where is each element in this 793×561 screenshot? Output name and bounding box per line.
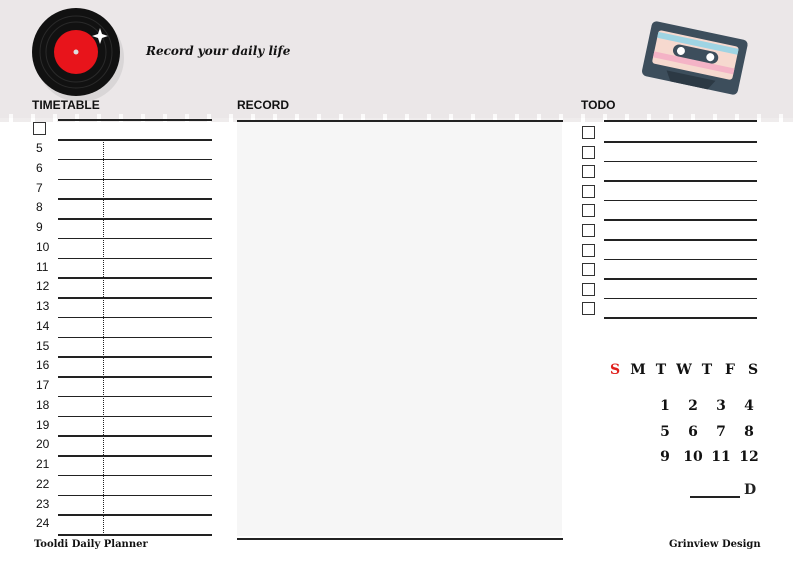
todo-line[interactable] — [604, 161, 757, 163]
weekday-label: S — [609, 362, 621, 378]
hour-label: 10 — [36, 239, 50, 254]
hour-label: 9 — [36, 220, 43, 234]
hour-label: 11 — [36, 259, 49, 274]
vinyl-record-icon — [30, 6, 126, 102]
todo-checkbox[interactable] — [582, 204, 595, 217]
weekday-label: T — [655, 362, 667, 378]
timetable-row-line — [58, 297, 212, 299]
cassette-tape-icon — [640, 18, 750, 96]
timetable-row-line — [58, 317, 212, 319]
calendar-day: 1 — [660, 398, 670, 414]
hour-label: 23 — [36, 496, 50, 511]
footer-right-label: Grinview Design — [669, 539, 761, 550]
todo-checkbox[interactable] — [582, 283, 595, 296]
todo-checkbox[interactable] — [582, 146, 595, 159]
day-suffix-label: D — [744, 482, 757, 498]
todo-checkbox[interactable] — [582, 165, 595, 178]
header-tagline: Record your daily life — [146, 44, 291, 58]
weekday-label: W — [676, 362, 692, 378]
hour-label: 5 — [36, 141, 43, 155]
hour-label: 17 — [36, 378, 50, 392]
todo-checkbox[interactable] — [582, 224, 595, 237]
timetable-row-line — [58, 277, 212, 279]
todo-line[interactable] — [604, 180, 757, 182]
todo-line[interactable] — [604, 141, 757, 143]
calendar-day: 12 — [739, 449, 759, 465]
hour-label: 16 — [36, 358, 50, 373]
hour-label: 14 — [36, 318, 50, 333]
weekday-label: T — [701, 362, 713, 378]
calendar-day: 2 — [688, 398, 698, 414]
calendar-day: 9 — [660, 449, 670, 465]
hour-label: 8 — [36, 200, 43, 215]
timetable-row-line — [58, 337, 212, 339]
timetable-row-line — [58, 534, 212, 536]
todo-line[interactable] — [604, 317, 757, 319]
calendar-day: 7 — [716, 424, 726, 440]
timetable-row-line — [58, 159, 212, 161]
todo-checkbox[interactable] — [582, 263, 595, 276]
hour-label: 21 — [36, 457, 50, 471]
timetable-row-line — [58, 218, 212, 220]
weekday-label: M — [630, 362, 646, 378]
hour-label: 6 — [36, 160, 43, 175]
hour-label: 19 — [36, 417, 50, 432]
timetable-row-line — [58, 238, 212, 240]
timetable-row-line — [58, 495, 212, 497]
timetable-row-line — [58, 475, 212, 477]
hour-label: 12 — [36, 279, 50, 294]
todo-checkbox[interactable] — [582, 126, 595, 139]
weekday-label: F — [725, 362, 735, 378]
todo-line[interactable] — [604, 298, 757, 300]
record-writing-area[interactable] — [237, 122, 562, 536]
calendar-day: 8 — [744, 424, 754, 440]
todo-line[interactable] — [604, 219, 757, 221]
weekday-label: S — [747, 362, 759, 378]
todo-title: TODO — [581, 98, 616, 112]
hour-label: 15 — [36, 338, 50, 353]
day-blank-line[interactable] — [690, 496, 740, 498]
timetable-row-line — [58, 416, 212, 418]
timetable-row-line — [58, 258, 212, 260]
todo-checkbox[interactable] — [582, 185, 595, 198]
timetable-row-line — [58, 139, 212, 141]
timetable-row-line — [58, 356, 212, 358]
hour-label: 7 — [36, 180, 43, 195]
hour-label: 24 — [36, 516, 50, 531]
timetable-row-line — [58, 179, 212, 181]
footer-left-label: Tooldi Daily Planner — [34, 539, 148, 550]
hour-label: 22 — [36, 476, 50, 491]
todo-checkbox[interactable] — [582, 244, 595, 257]
hour-label: 18 — [36, 397, 50, 412]
todo-top-rule — [604, 120, 757, 122]
timetable-row-line — [58, 455, 212, 457]
timetable-row-line — [58, 435, 212, 437]
hour-label: 13 — [36, 299, 50, 313]
hour-label: 20 — [36, 437, 50, 452]
timetable-top-rule — [58, 119, 212, 121]
todo-line[interactable] — [604, 259, 757, 261]
timetable-checkbox[interactable] — [33, 122, 46, 135]
calendar-day: 3 — [716, 398, 726, 414]
calendar-day: 6 — [688, 424, 698, 440]
todo-checkbox[interactable] — [582, 302, 595, 315]
timetable-row-line — [58, 376, 212, 378]
timetable-row-line — [58, 198, 212, 200]
timetable-row-line — [58, 514, 212, 516]
record-title: RECORD — [237, 98, 290, 112]
calendar-day: 11 — [711, 449, 731, 465]
calendar-day: 4 — [744, 398, 754, 414]
timetable-title: TIMETABLE — [32, 98, 100, 112]
timetable-row-line — [58, 396, 212, 398]
calendar-day: 5 — [660, 424, 670, 440]
todo-line[interactable] — [604, 239, 757, 241]
calendar-day: 10 — [683, 449, 703, 465]
todo-line[interactable] — [604, 278, 757, 280]
record-bottom-rule — [237, 538, 563, 540]
todo-line[interactable] — [604, 200, 757, 202]
